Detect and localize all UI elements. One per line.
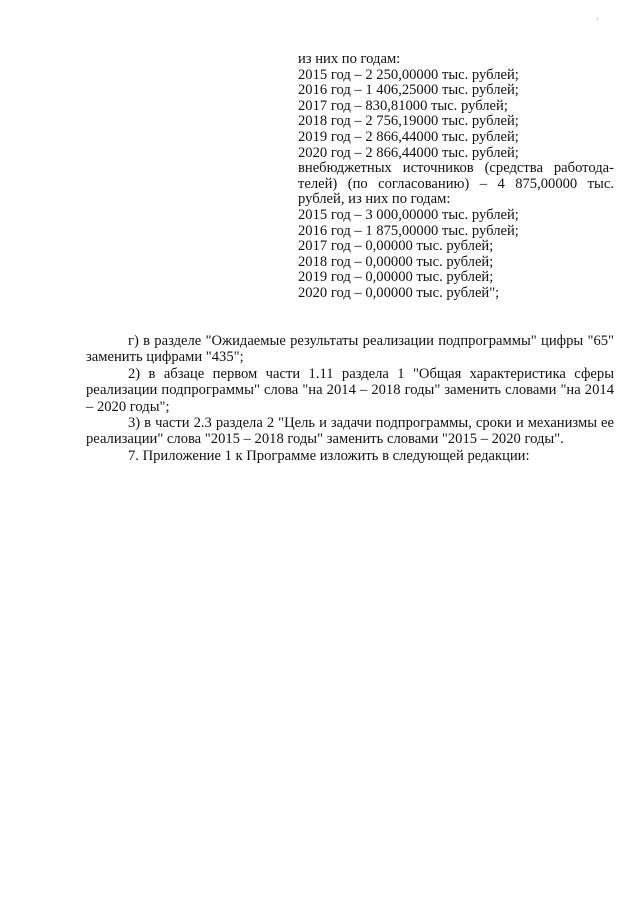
funding-line: 2020 год – 2 866,44000 тыс. рублей;	[298, 144, 519, 161]
document-body	[86, 333, 614, 464]
paragraph-3: 3) в части 2.3 раздела 2 "Цель и задачи подпрограммы, сроки и механизмы ее реализации" слова "2015 – 2018 годы" заменить словами "2015 – 2020 годы".	[86, 415, 614, 448]
funding-line: 2018 год – 2 756,19000 тыс. рублей;	[298, 113, 519, 130]
funding-column	[298, 52, 614, 302]
funding-line: 2019 год – 0,00000 тыс. рублей;	[298, 269, 494, 286]
extrabudget-line: телей) (по согласованию) – 4 875,00000 тыс.	[298, 175, 614, 192]
funding-line: 2015 год – 3 000,00000 тыс. рублей;	[298, 206, 519, 223]
paragraph-7: 7. Приложение 1 к Программе изложить в следующей редакции:	[128, 447, 530, 464]
funding-line: 2019 год – 2 866,44000 тыс. рублей;	[298, 128, 519, 145]
funding-line: 2015 год – 2 250,00000 тыс. рублей;	[298, 66, 519, 83]
paragraph-2: 2) в абзаце первом части 1.11 раздела 1 "Общая характеристика сферы реализации подпрограммы" слова "на 2014 – 2018 годы" заменить словами "на 2014 – 2020 годы";	[86, 365, 614, 415]
paragraph-g: г) в разделе "Ожидаемые результаты реализации подпрограммы" цифры "65" заменить цифрами "435";	[86, 333, 614, 366]
funding-line: 2016 год – 1 875,00000 тыс. рублей;	[298, 222, 519, 239]
extrabudget-line: внебюджетных источников (средства работода-	[298, 160, 614, 177]
funding-line: 2016 год – 1 406,25000 тыс. рублей;	[298, 82, 519, 99]
extrabudget-line: рублей, из них по годам:	[298, 191, 451, 208]
funding-line: 2017 год – 0,00000 тыс. рублей;	[298, 238, 494, 255]
corner-mark: ·	[596, 14, 599, 24]
funding-line: 2017 год – 830,81000 тыс. рублей;	[298, 97, 508, 114]
funding-line: 2018 год – 0,00000 тыс. рублей;	[298, 253, 494, 270]
funding-line: из них по годам:	[298, 51, 401, 67]
funding-line: 2020 год – 0,00000 тыс. рублей";	[298, 284, 500, 301]
